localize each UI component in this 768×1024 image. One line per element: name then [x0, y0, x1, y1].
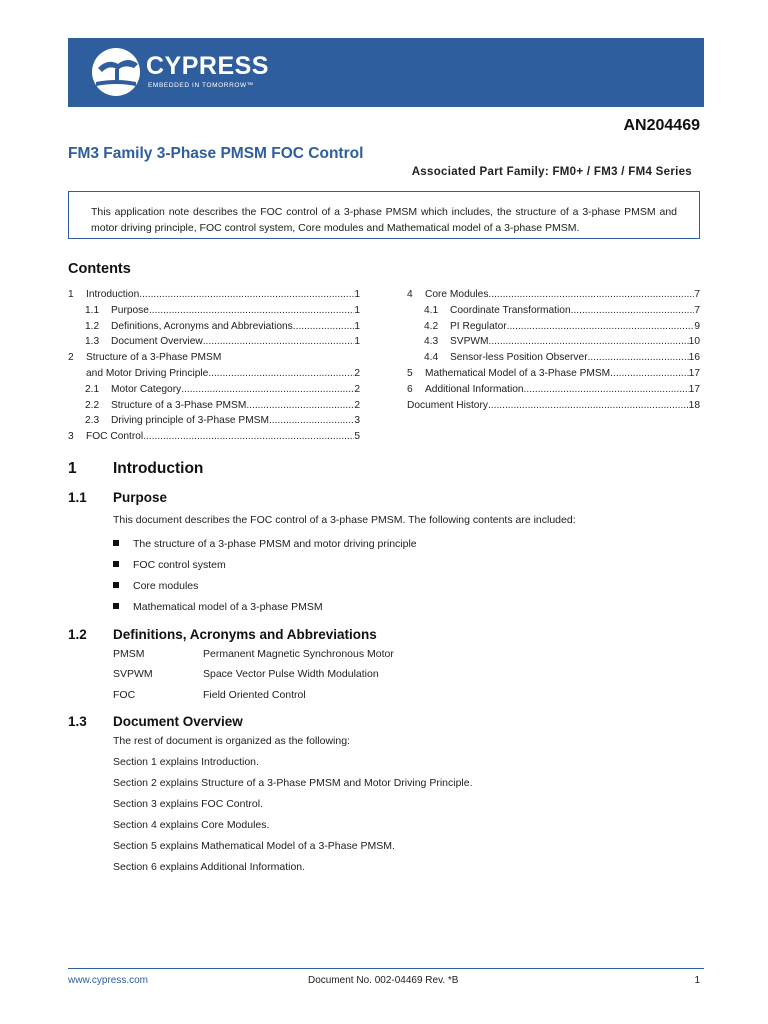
toc-entry-number: 2 — [68, 352, 74, 364]
toc-entry-page: 2 — [354, 367, 360, 379]
toc-entry-page: 2 — [354, 399, 360, 411]
section-number: 1 — [68, 460, 77, 477]
toc-entry-title: PI Regulator — [450, 320, 507, 332]
toc-leader-dots — [293, 319, 355, 335]
toc-entry[interactable] — [68, 429, 360, 445]
toc-entry-page: 17 — [688, 383, 700, 395]
subsection-number: 1.3 — [68, 714, 87, 729]
document-number: AN204469 — [623, 117, 700, 134]
definition-term: PMSM — [113, 648, 145, 660]
toc-entry-page: 10 — [688, 336, 700, 348]
toc-leader-dots — [571, 303, 695, 319]
toc-entry-page: 5 — [354, 431, 360, 443]
toc-entry-title: and Motor Driving Principle — [86, 367, 209, 379]
toc-left-column — [68, 287, 360, 445]
toc-leader-dots — [149, 303, 354, 319]
toc-entry-page: 7 — [694, 304, 700, 316]
toc-entry-page: 1 — [354, 336, 360, 348]
bullet-text: FOC control system — [133, 559, 226, 571]
subsection-number: 1.1 — [68, 490, 87, 505]
overview-line: Section 1 explains Introduction. — [113, 756, 259, 768]
toc-entry-title: FOC Control — [86, 431, 144, 443]
toc-leader-dots — [246, 398, 354, 414]
toc-entry-title: Driving principle of 3-Phase PMSM — [111, 415, 269, 427]
toc-leader-dots — [143, 429, 354, 445]
toc-entry-title: Motor Category — [111, 383, 182, 395]
toc-entry-number: 2.1 — [85, 383, 100, 395]
logo-tagline: EMBEDDED IN TOMORROW™ — [148, 82, 254, 89]
footer-divider — [68, 968, 704, 969]
toc-leader-dots — [181, 382, 354, 398]
toc-entry[interactable] — [407, 382, 700, 398]
subsection-number: 1.2 — [68, 627, 87, 642]
toc-entry[interactable] — [407, 398, 700, 414]
toc-entry-number: 2.2 — [85, 399, 100, 411]
footer-page-number: 1 — [694, 975, 700, 986]
toc-entry-title: Document History — [407, 399, 488, 411]
contents-heading: Contents — [68, 261, 131, 277]
header-banner — [68, 38, 704, 107]
footer-document-number: Document No. 002-04469 Rev. *B — [308, 975, 459, 986]
subsection-title: Definitions, Acronyms and Abbreviations — [113, 627, 377, 642]
toc-entry-page: 17 — [688, 367, 700, 379]
part-family: Associated Part Family: FM0+ / FM3 / FM4 Series — [411, 166, 692, 178]
toc-entry-number: 1.1 — [85, 304, 100, 316]
toc-entry-title: SVPWM — [450, 336, 489, 348]
toc-leader-dots — [610, 366, 689, 382]
toc-entry[interactable] — [68, 319, 360, 335]
definition-row — [113, 648, 394, 660]
toc-leader-dots — [488, 398, 689, 414]
toc-entry[interactable] — [407, 319, 700, 335]
toc-entry-number: 4.3 — [424, 336, 439, 348]
toc-entry-page: 7 — [694, 289, 700, 300]
definition-desc: Space Vector Pulse Width Modulation — [203, 668, 379, 680]
section-heading-introduction — [68, 460, 203, 478]
toc-entry-page: 1 — [354, 304, 360, 316]
abstract-text: This application note describes the FOC control of a 3-phase PMSM which includes, the structure of a 3-phase PMSM and motor driving principle, FOC control system, Core modules and Mathematical model of a 3-phase PMSM. — [91, 206, 677, 234]
toc-entry[interactable] — [68, 366, 360, 382]
toc-leader-dots — [588, 350, 689, 366]
toc-entry-title: Structure of a 3-Phase PMSM — [111, 399, 247, 411]
overview-line: The rest of document is organized as the following: — [113, 735, 350, 747]
toc-entry-number: 3 — [68, 431, 74, 443]
subsection-heading-overview — [68, 714, 243, 729]
toc-entry[interactable] — [407, 366, 700, 382]
toc-entry-page: 9 — [694, 320, 700, 332]
toc-leader-dots — [139, 287, 354, 303]
toc-entry-title: Sensor-less Position Observer — [450, 352, 588, 364]
toc-entry-number: 4.1 — [424, 304, 439, 316]
toc-entry[interactable] — [407, 303, 700, 319]
subsection-heading-definitions — [68, 627, 377, 642]
toc-entry-page: 3 — [354, 415, 360, 427]
overview-line: Section 5 explains Mathematical Model of a 3-Phase PMSM. — [113, 840, 395, 852]
toc-entry-title: Additional Information — [425, 383, 524, 395]
logo-wordmark: CYPRESS — [146, 52, 269, 80]
toc-leader-dots — [488, 287, 694, 303]
definition-term: SVPWM — [113, 668, 153, 680]
definition-term: FOC — [113, 689, 136, 701]
toc-entry-number: 1 — [68, 289, 74, 300]
toc-entry-title: Purpose — [111, 304, 149, 316]
footer-website-link[interactable]: www.cypress.com — [68, 975, 149, 986]
toc-entry-title: Coordinate Transformation — [450, 304, 571, 316]
toc-entry[interactable] — [407, 350, 700, 366]
bullet-item — [113, 580, 198, 592]
toc-entry-title: Document Overview — [111, 336, 203, 348]
toc-entry-number: 4.4 — [424, 352, 439, 364]
toc-leader-dots — [507, 319, 695, 335]
purpose-intro: This document describes the FOC control of a 3-phase PMSM. The following contents are included: — [113, 514, 576, 526]
toc-entry[interactable] — [68, 287, 360, 303]
toc-entry[interactable] — [68, 382, 360, 398]
bullet-text: Mathematical model of a 3-phase PMSM — [133, 601, 323, 613]
toc-entry-number: 6 — [407, 383, 413, 395]
subsection-title: Purpose — [113, 490, 168, 505]
document-title: FM3 Family 3-Phase PMSM FOC Control — [68, 145, 364, 162]
toc-entry[interactable] — [68, 334, 360, 350]
toc-entry-title: Introduction — [86, 289, 140, 300]
toc-entry-number: 1.3 — [85, 336, 100, 348]
toc-entry[interactable] — [407, 334, 700, 350]
toc-entry-page: 1 — [354, 320, 360, 332]
toc-entry[interactable] — [68, 413, 360, 429]
bullet-text: The structure of a 3-phase PMSM and motor driving principle — [133, 538, 417, 550]
toc-entry-number: 2.3 — [85, 415, 100, 427]
toc-entry-number: 4.2 — [424, 320, 439, 332]
toc-entry[interactable] — [68, 303, 360, 319]
toc-entry-number: 4 — [407, 289, 413, 300]
definition-row — [113, 689, 306, 701]
bullet-square-icon — [113, 561, 119, 567]
toc-entry[interactable] — [68, 398, 360, 414]
bullet-square-icon — [113, 540, 119, 546]
toc-leader-dots — [489, 334, 689, 350]
subsection-heading-purpose — [68, 490, 167, 505]
overview-line: Section 4 explains Core Modules. — [113, 819, 270, 831]
bullet-item — [113, 538, 417, 550]
toc-entry-title: Structure of a 3-Phase PMSM — [86, 352, 222, 364]
toc-entry-page: 16 — [688, 352, 700, 364]
definition-desc: Field Oriented Control — [203, 689, 306, 701]
abstract-box — [68, 191, 700, 239]
toc-entry-number: 1.2 — [85, 320, 100, 332]
definition-row — [113, 668, 379, 680]
bullet-item — [113, 559, 226, 571]
toc-leader-dots — [524, 382, 689, 398]
toc-entry-number: 5 — [407, 367, 413, 379]
toc-entry-page: 1 — [354, 289, 360, 300]
overview-line: Section 2 explains Structure of a 3-Phase PMSM and Motor Driving Principle. — [113, 777, 473, 789]
toc-entry-page: 18 — [688, 399, 700, 411]
toc-entry[interactable] — [407, 287, 700, 303]
toc-leader-dots — [203, 334, 355, 350]
overview-line: Section 6 explains Additional Information. — [113, 861, 306, 873]
toc-right-column — [407, 287, 700, 413]
bullet-square-icon — [113, 582, 119, 588]
bullet-item — [113, 601, 323, 613]
section-title: Introduction — [113, 460, 204, 477]
subsection-title: Document Overview — [113, 714, 243, 729]
toc-entry-title: Mathematical Model of a 3-Phase PMSM — [425, 367, 611, 379]
bullet-square-icon — [113, 603, 119, 609]
toc-leader-dots — [269, 413, 354, 429]
toc-entry-title: Definitions, Acronyms and Abbreviations — [111, 320, 293, 332]
definition-desc: Permanent Magnetic Synchronous Motor — [203, 648, 394, 660]
toc-entry-page: 2 — [354, 383, 360, 395]
overview-line: Section 3 explains FOC Control. — [113, 798, 263, 810]
toc-entry[interactable] — [68, 350, 360, 366]
toc-entry-title: Core Modules — [425, 289, 489, 300]
toc-leader-dots — [208, 366, 354, 382]
bullet-text: Core modules — [133, 580, 199, 592]
